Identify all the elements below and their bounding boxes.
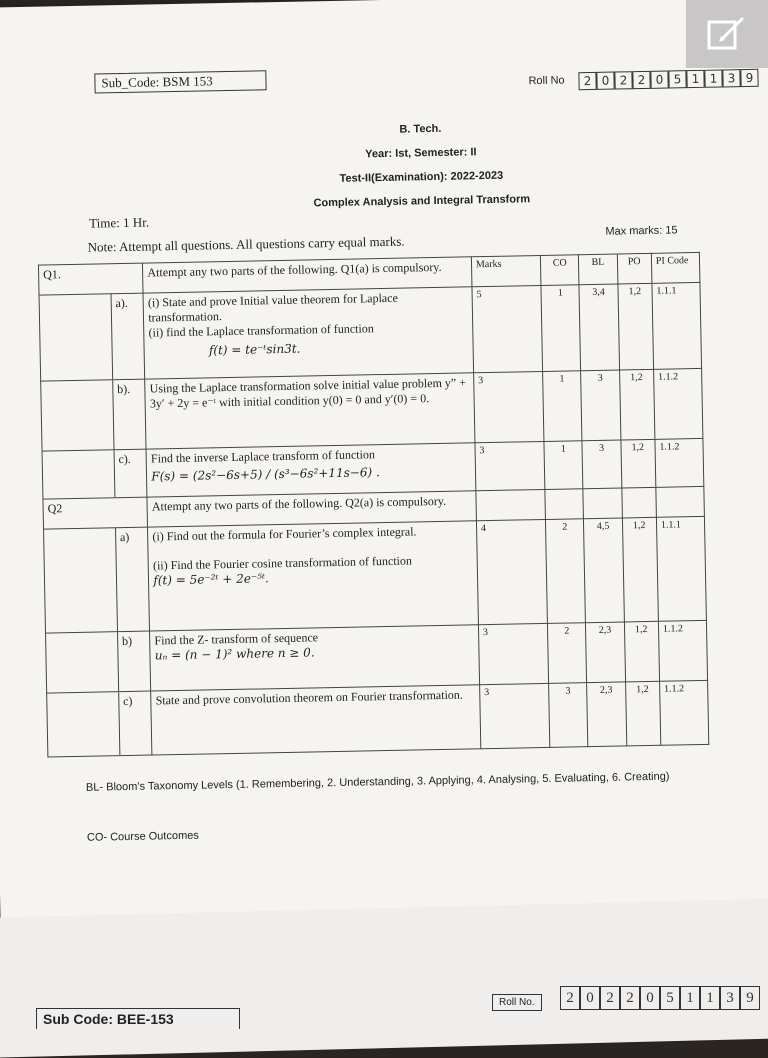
next-sheet: [0, 898, 768, 1058]
roll-digit: 1: [700, 986, 720, 1010]
year-semester: Year: Ist, Semester: II: [365, 146, 477, 161]
po-cell: 1,2: [619, 369, 655, 440]
roll-no-boxes: [578, 69, 758, 90]
next-sheet-roll-boxes: [560, 986, 760, 1010]
question-number: Q2: [43, 497, 148, 529]
formula: f(t) = te⁻ᵗsin3t.: [208, 341, 301, 358]
roll-digit: 2: [632, 71, 650, 89]
subject-title: Complex Analysis and Integral Transform: [313, 193, 531, 210]
formula: F(s) = (2s²−6s+5) / (s³−6s²+11s−6) .: [151, 465, 380, 484]
question-text-line: Find the inverse Laplace transform of function: [150, 447, 376, 466]
question-text-line: (i) State and prove Initial value theorem for Laplace transformation.: [147, 290, 398, 325]
roll-digit: 2: [560, 986, 580, 1010]
po-cell: 1,2: [617, 283, 653, 370]
question-text: [146, 443, 475, 497]
time-allowed: Time: 1 Hr.: [89, 214, 150, 231]
part-label: b).: [112, 379, 146, 450]
roll-digit: 0: [596, 72, 614, 90]
co-cell: 3: [549, 683, 588, 748]
table-row: [44, 516, 707, 633]
marks-cell: 3: [474, 371, 545, 442]
part-label: c): [118, 691, 152, 756]
bl-cell: 4,5: [584, 518, 624, 623]
roll-digit: 1: [680, 986, 700, 1010]
roll-digit: 3: [722, 69, 740, 87]
co-cell: 1: [543, 371, 583, 442]
col-co-header: CO: [541, 255, 580, 286]
next-sheet-roll-label: Roll No.: [492, 994, 542, 1011]
question-text-line: Find the Z- transform of sequence: [154, 630, 319, 648]
pi-cell: 1.1.1: [652, 282, 702, 369]
course-outcomes-note: CO- Course Outcomes: [86, 829, 199, 844]
degree-title: B. Tech.: [399, 122, 442, 136]
bl-cell: 3: [581, 370, 620, 441]
co-cell: 1: [541, 285, 581, 372]
edit-icon: [705, 14, 749, 54]
part-label: b): [117, 631, 151, 692]
bl-cell: 3,4: [579, 284, 619, 371]
po-cell: 1,2: [624, 621, 660, 682]
marks-cell: 4: [476, 519, 547, 624]
roll-digit: 9: [740, 69, 758, 87]
co-cell: 2: [546, 519, 586, 624]
col-pi-header: PI Code: [651, 252, 700, 283]
formula: uₙ = (n − 1)² where n ≥ 0.: [154, 645, 315, 663]
pi-cell: 1.1.2: [653, 368, 702, 439]
marks-cell: 3: [475, 441, 545, 490]
roll-digit: 1: [686, 70, 704, 88]
roll-digit: 0: [640, 986, 660, 1010]
po-cell: 1,2: [620, 439, 655, 488]
co-cell: 2: [548, 623, 587, 684]
roll-digit: 3: [720, 986, 740, 1010]
part-label: a): [115, 527, 149, 632]
questions-table: [38, 252, 709, 758]
roll-digit: 2: [600, 986, 620, 1010]
col-po-header: PO: [617, 253, 652, 284]
roll-digit: 2: [578, 72, 596, 90]
roll-digit: 2: [614, 71, 632, 89]
pi-cell: 1.1.2: [658, 620, 707, 681]
question-text: [143, 287, 473, 379]
roll-digit: 2: [620, 986, 640, 1010]
paper-content: [43, 51, 754, 844]
pi-cell: 1.1.2: [659, 680, 708, 745]
marks-cell: 3: [478, 623, 548, 684]
subject-code: Sub_Code: BSM 153: [94, 70, 266, 93]
question-text: Using the Laplace transformation solve initial value problem y” + 3y′ + 2y = e⁻ᵗ with initial condition y(0) = 0 and y′(0) = 0.: [145, 373, 475, 449]
question-number: Q1.: [38, 263, 143, 295]
instructions-note: Note: Attempt all questions. All questions carry equal marks.: [87, 233, 405, 255]
bl-cell: 2,3: [586, 622, 625, 683]
question-text: [150, 625, 480, 691]
roll-digit: 1: [704, 69, 722, 87]
po-cell: 1,2: [625, 681, 661, 746]
pi-cell: 1.1.2: [655, 438, 704, 487]
next-sheet-subject-code: Sub Code: BEE-153: [36, 1008, 240, 1029]
exam-title: Test-II(Examination): 2022-2023: [339, 169, 504, 185]
po-cell: 1,2: [622, 517, 658, 622]
part-label: a).: [111, 293, 145, 380]
roll-digit: 5: [668, 70, 686, 88]
part-label: c).: [114, 449, 147, 498]
question-text-line: (ii) find the Laplace transformation of function: [148, 321, 374, 340]
question-text: State and prove convolution theorem on Fourier transformation.: [151, 685, 481, 755]
max-marks: Max marks: 15: [605, 224, 678, 238]
question-text: [148, 521, 479, 631]
marks-cell: 3: [480, 683, 550, 748]
bl-cell: 2,3: [587, 682, 626, 747]
pi-cell: 1.1.1: [656, 516, 706, 621]
roll-digit: 0: [650, 71, 668, 89]
co-cell: 1: [544, 441, 583, 490]
formula: f(t) = 5e⁻²ᵗ + 2e⁻⁵ᵗ.: [153, 571, 269, 588]
bloom-taxonomy-note: BL- Bloom’s Taxonomy Levels (1. Remembering, 2. Understanding, 3. Applying, 4. Analysing, 5. Evaluating, 6. Creating): [85, 770, 670, 794]
marks-cell: 5: [472, 285, 543, 372]
roll-digit: 5: [660, 986, 680, 1010]
table-row: [41, 368, 703, 451]
roll-no-label: Roll No: [528, 74, 565, 88]
question-text-line: (i) Find out the formula for Fourier’s complex integral.: [152, 524, 417, 544]
col-marks-header: Marks: [471, 255, 541, 286]
edit-button[interactable]: [686, 0, 768, 68]
bl-cell: 3: [582, 440, 621, 489]
table-row: [39, 282, 702, 381]
question-text-line: (ii) Find the Fourier cosine transformation of function: [152, 553, 413, 573]
table-row: [47, 680, 709, 757]
roll-digit: 9: [740, 986, 760, 1010]
question-instruction: Attempt any two parts of the following. Q2(a) is compulsory.: [147, 491, 476, 527]
col-bl-header: BL: [579, 254, 618, 285]
question-instruction: Attempt any two parts of the following. Q1(a) is compulsory.: [143, 257, 472, 293]
roll-digit: 0: [580, 986, 600, 1010]
